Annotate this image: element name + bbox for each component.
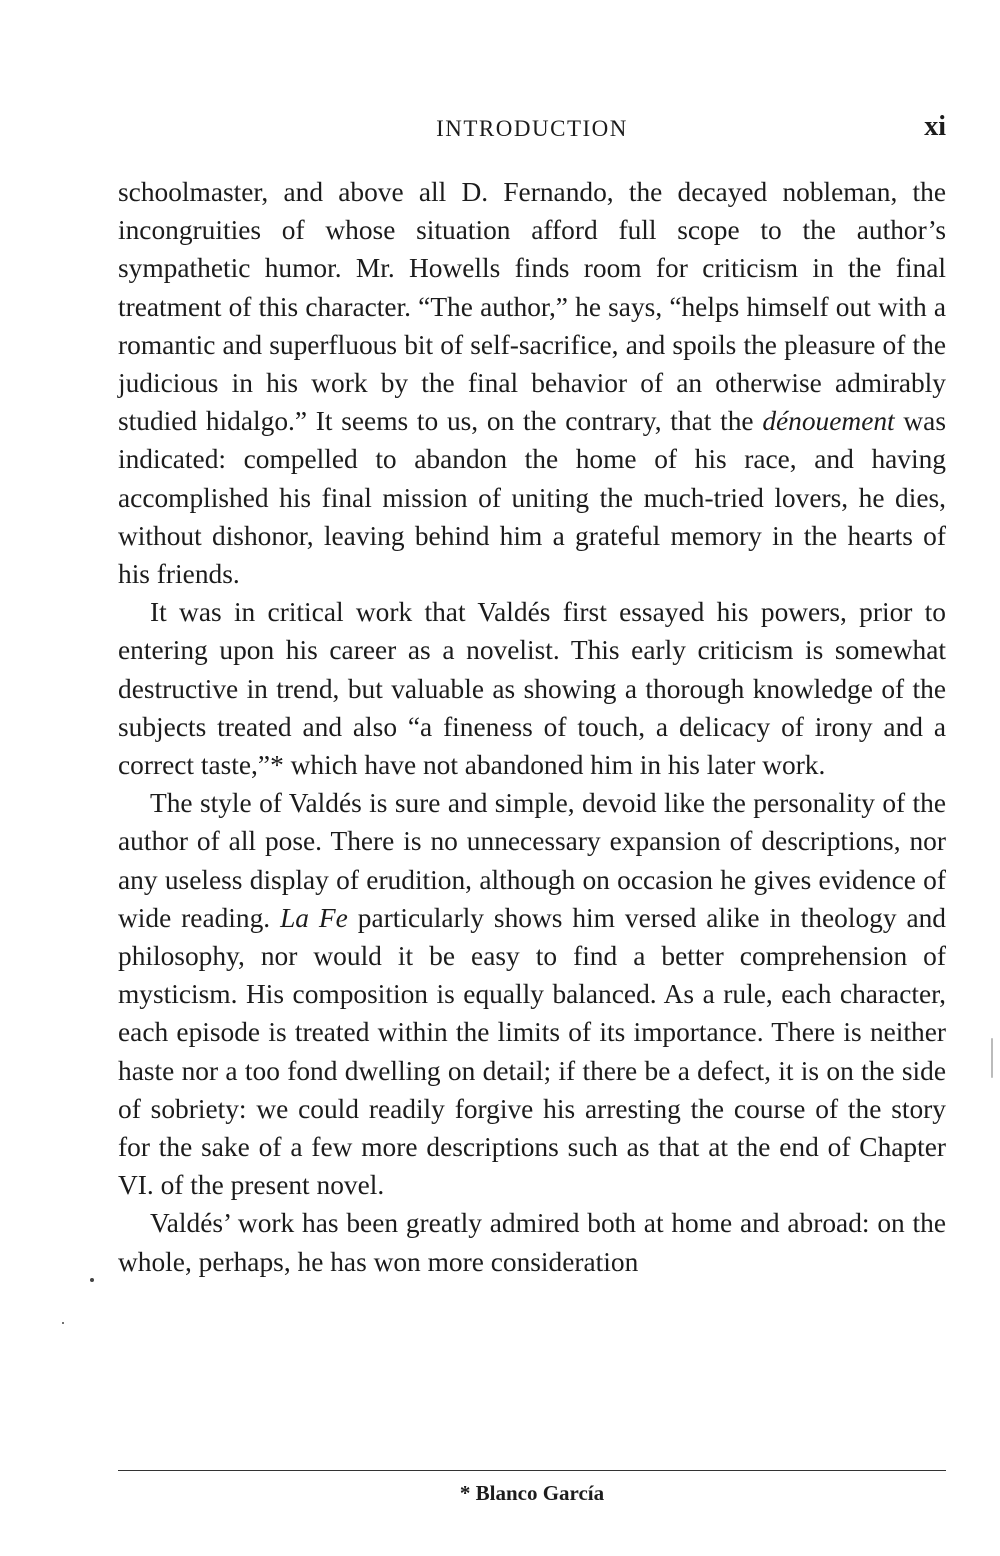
italic-title: La Fe (280, 902, 348, 933)
paragraph-text: Valdés’ work has been greatly admired both at home and abroad: on the whole, perhaps, he has won more consideration (118, 1208, 946, 1277)
footnote-rule (118, 1470, 946, 1471)
body-text (118, 173, 946, 1281)
footnote: * Blanco García (459, 1481, 605, 1505)
print-speck (90, 1278, 94, 1282)
paragraph-text: The style of Valdés is sure and simple, devoid like the personality of the author of all pose. There is no unnecessary expansion of descriptions, nor any useless display of erudition, although on occasion he gives evidence of wide reading. (118, 788, 946, 933)
paragraph (118, 593, 946, 784)
print-speck (62, 1322, 64, 1324)
paragraph-text: schoolmaster, and above all D. Fernando, the decayed nobleman, the incongruities of whose situation afford full scope to the author’s sympathetic humor. Mr. Howells finds room for criticism in the final treatment of this character. “The author,” he says, “helps himself out with a romantic and superfluous bit of self-sacrifice, and spoils the pleasure of the judicious in his work by the final behavior of an otherwise admirably studied hidalgo.” It seems to us, on the contrary, that the (118, 177, 946, 437)
italic-term: dénouement (762, 406, 895, 437)
paragraph-text: particularly shows him versed alike in theology and philosophy, nor would it be easy to find a better comprehension of mysticism. His composition is equally balanced. As a rule, each character, each episode is treated within the limits of its importance. There is neither haste nor a too fond dwelling on detail; if there be a defect, it is on the side of sobriety: we could readily forgive his arresting the course of the story for the sake of a few more descriptions such as that at the end of Chapter VI. of the present novel. (118, 902, 946, 1201)
paragraph-text: It was in critical work that Valdés first essayed his powers, prior to entering upon his career as a novelist. This early criticism is somewhat destructive in trend, but valuable as showing a thorough knowledge of the subjects treated and also “a fineness of touch, a delicacy of irony and a correct taste,”* which have not abandoned him in his later work. (118, 597, 946, 781)
paragraph (118, 784, 946, 1204)
page-number: xi (924, 111, 946, 142)
paragraph-continued (118, 173, 946, 593)
paragraph (118, 1204, 946, 1280)
running-title: INTRODUCTION (436, 116, 628, 141)
paragraph-text: was indicated: compelled to abandon the home of his race, and having accomplished his final mission of uniting the much-tried lovers, he dies, without dishonor, leaving behind him a grateful memory in the hearts of his friends. (118, 406, 946, 590)
page-header (118, 112, 946, 146)
scan-mark (991, 1038, 993, 1078)
